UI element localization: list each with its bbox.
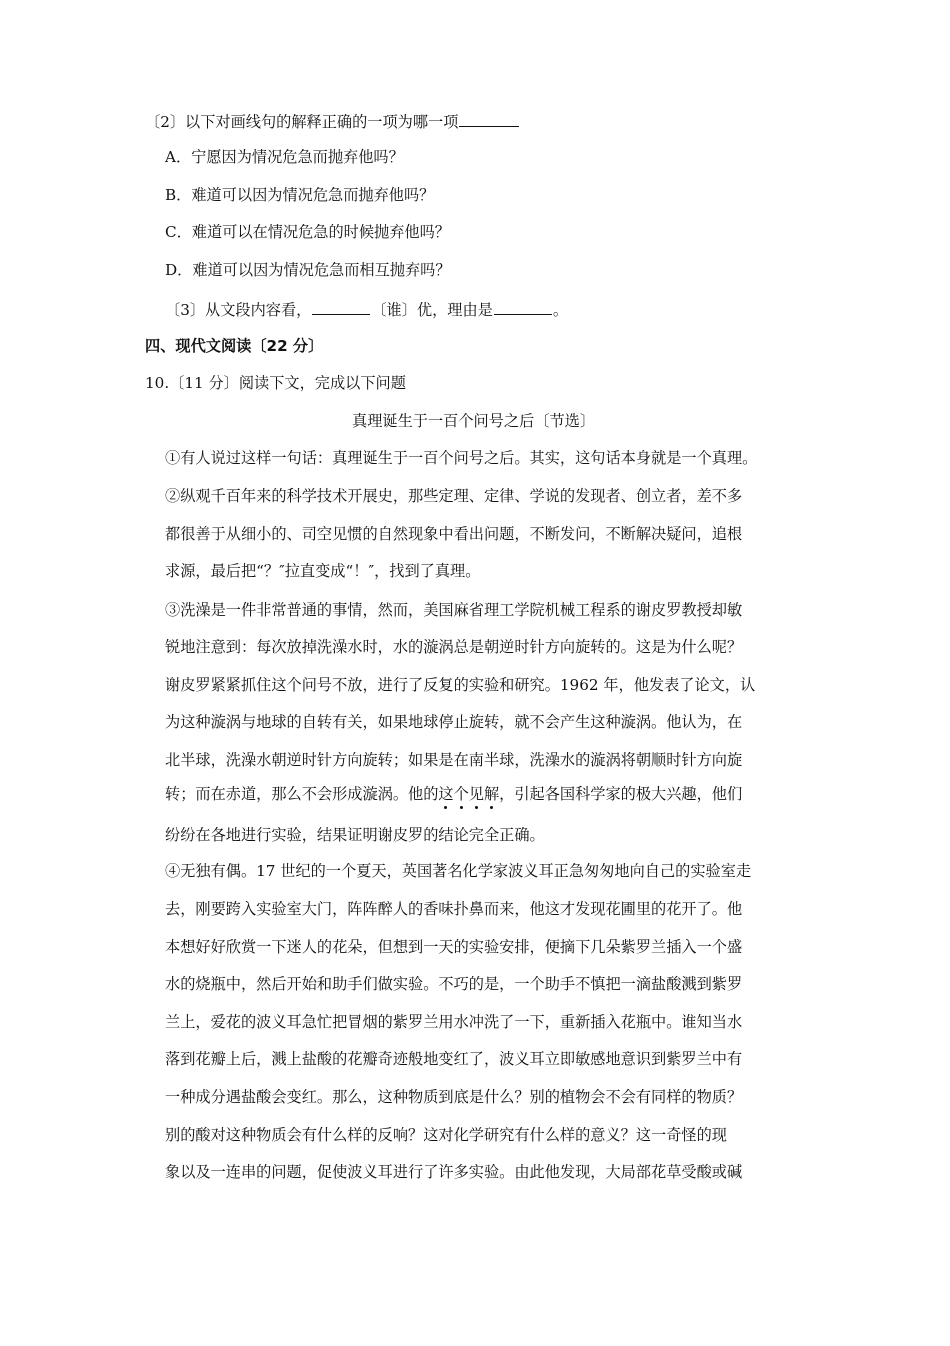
passage-line: ②纵观千百年来的科学技术开展史，那些定理、定律、学说的发现者、创立者，差不多	[165, 487, 743, 505]
emphasized-char: 个	[453, 785, 469, 803]
answer-blank[interactable]	[312, 298, 370, 315]
q2-option-c: C．难道可以在情况危急的时候抛弃他吗？	[165, 223, 450, 241]
passage-line: 锐地注意到：每次放掉洗澡水时，水的漩涡总是朝逆时针方向旋转的。这是为什么呢？	[165, 638, 743, 656]
passage-line: 都很善于从细小的、司空见惯的自然现象中看出问题，不断发问，不断解决疑问，追根	[165, 525, 743, 543]
emphasized-char: 解	[483, 785, 500, 803]
passage-line: 兰上，爱花的波义耳急忙把冒烟的紫罗兰用水冲洗了一下，重新插入花瓶中。谁知当水	[165, 1013, 743, 1031]
passage-line: 求源，最后把“？″拉直变成“！″，找到了真理。	[165, 562, 481, 580]
answer-blank[interactable]	[494, 298, 552, 315]
passage-line: ③洗澡是一件非常普通的事情，然而，美国麻省理工学院机械工程系的谢皮罗教授却敏	[165, 601, 743, 619]
passage-line: 北半球，洗澡水朝逆时针方向旋转；如果是在南半球，洗澡水的漩涡将朝顺时针方向旋	[165, 751, 743, 769]
section-heading: 四、现代文阅读〔22 分〕	[145, 337, 324, 355]
passage-line: 别的酸对这种物质会有什么样的反响？这对化学研究有什么样的意义？这一奇怪的现	[165, 1126, 727, 1144]
q10-prompt: 10.〔11 分〕阅读下文，完成以下问题	[145, 374, 406, 392]
passage-line: 落到花瓣上后，溅上盐酸的花瓣奇迹般地变红了，波义耳立即敏感地意识到紫罗兰中有	[165, 1050, 743, 1068]
q2-option-a: A．宁愿因为情况危急而抛弃他吗？	[165, 148, 404, 166]
emphasized-char: 这	[438, 785, 454, 803]
q2-option-d: D．难道可以因为情况危急而相互抛弃吗？	[165, 261, 451, 279]
passage-line: ①有人说过这样一句话：真理诞生于一百个问号之后。其实，这句话本身就是一个真理。	[165, 449, 758, 467]
passage-line: ④无独有偶。17 世纪的一个夏天，英国著名化学家波义耳正急匆匆地向自己的实验室走	[165, 862, 752, 880]
emphasized-char: 见	[468, 785, 484, 803]
answer-blank[interactable]	[459, 110, 519, 127]
passage-line: 谢皮罗紧紧抓住这个问号不放，进行了反复的实验和研究。1962 年，他发表了论文，认	[165, 676, 756, 694]
passage-line: 水的烧瓶中，然后开始和助手们做实验。不巧的是，一个助手不慎把一滴盐酸溅到紫罗	[165, 975, 743, 993]
q2-option-b: B．难道可以因为情况危急而抛弃他吗？	[165, 186, 435, 204]
passage-title: 真理诞生于一百个问号之后〔节选〕	[352, 412, 595, 430]
passage-line: 象以及一连串的问题，促使波义耳进行了许多实验。由此他发现，大局部花草受酸或碱	[165, 1163, 743, 1181]
passage-line: 本想好好欣赏一下迷人的花朵，但想到一天的实验安排，便摘下几朵紫罗兰插入一个盛	[165, 938, 743, 956]
passage-line: 一种成分遇盐酸会变红。那么，这种物质到底是什么？别的植物会不会有同样的物质？	[165, 1088, 743, 1106]
passage-line: 为这种漩涡与地球的自转有关，如果地球停止旋转，就不会产生这种漩涡。他认为，在	[165, 713, 743, 731]
q2-prompt: 〔2〕以下对画线句的解释正确的一项为哪一项	[145, 110, 520, 132]
passage-line: 转；而在赤道，那么不会形成漩涡。他的这个见解，引起各国科学家的极大兴趣，他们	[165, 785, 743, 803]
passage-line: 去，刚要跨入实验室大门，阵阵醉人的香味扑鼻而来，他这才发现花圃里的花开了。他	[165, 900, 743, 918]
passage-line: 纷纷在各地进行实验，结果证明谢皮罗的结论完全正确。	[165, 826, 545, 844]
q3-prompt: 〔3〕从文段内容看， 〔谁〕优，理由是 。	[165, 298, 568, 320]
